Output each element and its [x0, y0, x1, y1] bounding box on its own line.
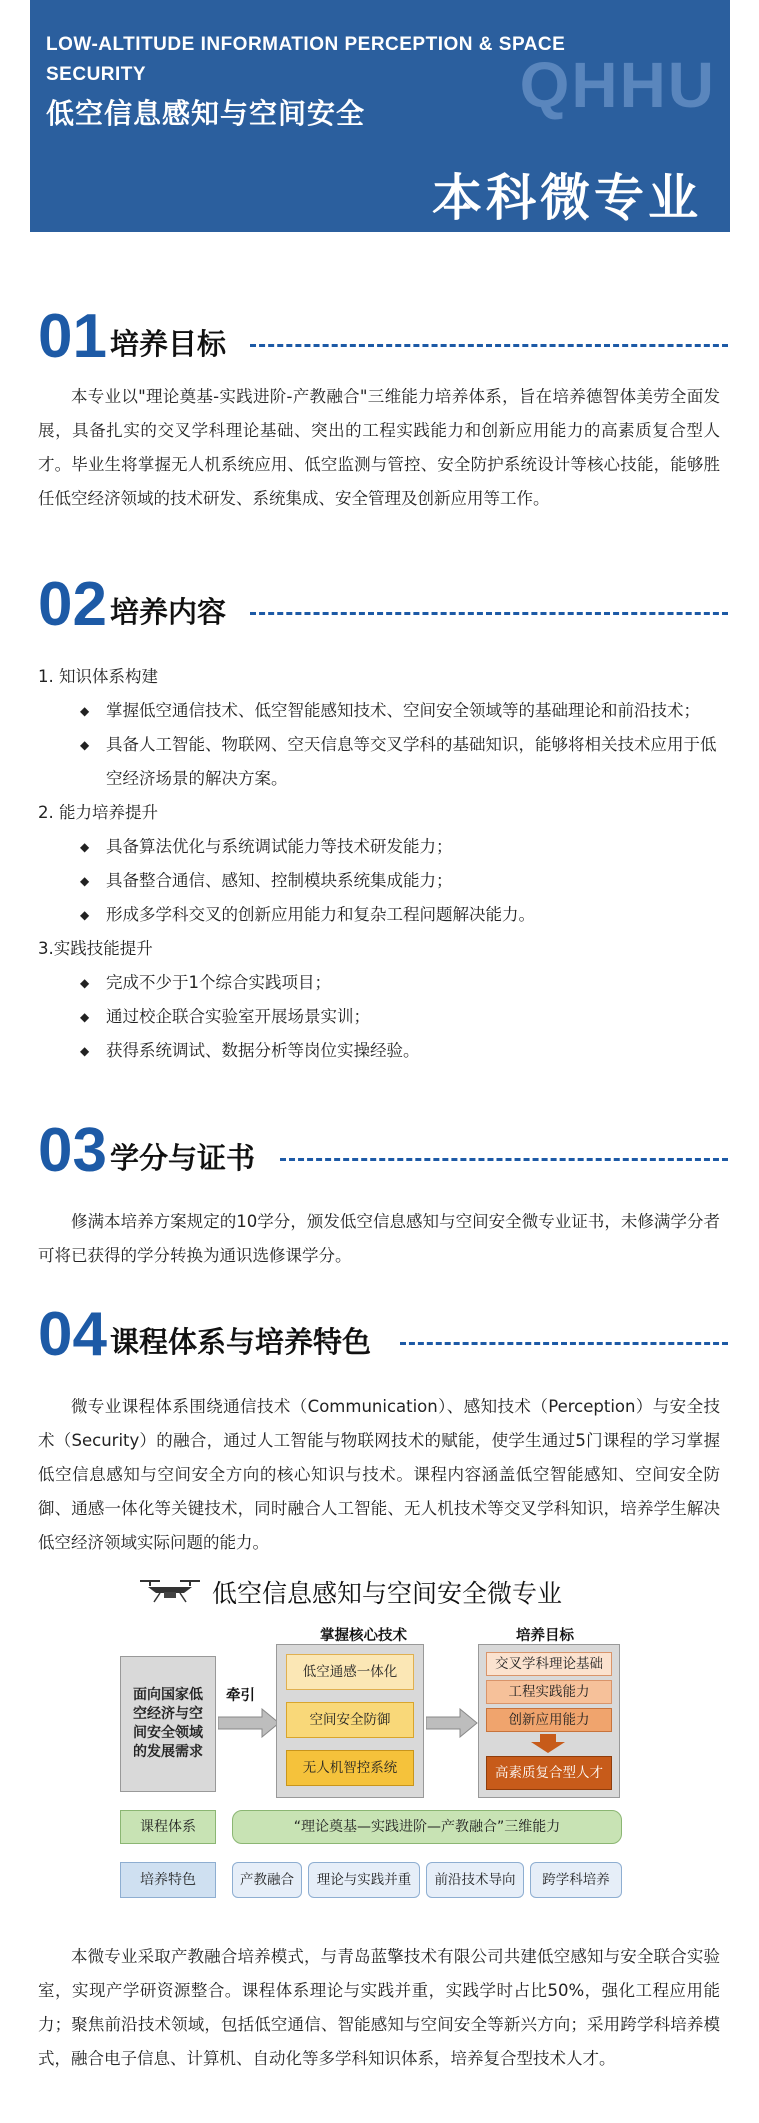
diagram-title-row — [138, 1570, 658, 1610]
lead-arrow-icon — [218, 1708, 280, 1738]
list-heading: 3.实践技能提升 — [38, 939, 153, 958]
section-title: 培养内容 — [110, 595, 227, 629]
list-item: ◆ 获得系统调试、数据分析等岗位实操经验。 — [38, 1034, 720, 1068]
bullet-icon: ◆ — [80, 908, 90, 922]
curriculum-intro-text: 微专业课程体系围绕通信技术（Communication）、感知技术（Perception）与安全技术（Security）的融合，通过人工智能与物联网技术的赋能，使学生通过5门课程的学习掌握低空信息感知与空间安全方向的核心知识与技术。课程内容涵盖低空智能感知、空间安全防御、通感一体化等关键技术，同时融合人工智能、无人机技术等交叉学科知识，培养学生解决低空经济领域实际问题的能力。 — [38, 1397, 720, 1552]
section-divider — [400, 1342, 728, 1345]
section-title: 课程体系与培养特色 — [110, 1325, 372, 1359]
section-divider — [250, 612, 728, 615]
goal-label: 培养目标 — [516, 1628, 574, 1644]
feature-item: 前沿技术导向 — [426, 1862, 524, 1898]
core-tech-item: 无人机智控系统 — [286, 1750, 414, 1786]
curriculum-banner: “理论奠基—实践进阶—产教融合”三维能力 — [232, 1810, 622, 1844]
section-title: 学分与证书 — [110, 1141, 256, 1175]
drone-icon — [138, 1576, 202, 1604]
bullet-icon: ◆ — [80, 874, 90, 888]
feature-item: 跨学科培养 — [530, 1862, 622, 1898]
core-tech-item: 空间安全防御 — [286, 1702, 414, 1738]
list-item: ◆ 掌握低空通信技术、低空智能感知技术、空间安全领域等的基础理论和前沿技术； — [38, 694, 720, 728]
down-arrow-icon — [530, 1734, 566, 1754]
flow-arrow-icon — [426, 1708, 478, 1738]
training-goal-text: 本专业以"理论奠基-实践进阶-产教融合"三维能力培养体系，旨在培养德智体美劳全面发展，具备扎实的交叉学科理论基础、突出的工程实践能力和创新应用能力的高素质复合型人才。毕业生将掌握无人机系统应用、低空监测与管控、安全防护系统设计等核心技能，能够胜任低空经济领域的技术研发、系统集成、安全管理及创新应用等工作。 — [38, 387, 720, 508]
goal-result: 高素质复合型人才 — [486, 1756, 612, 1790]
bullet-icon: ◆ — [80, 1044, 90, 1058]
curriculum-label: 课程体系 — [120, 1810, 216, 1844]
bullet-icon: ◆ — [80, 976, 90, 990]
section-number: 04 — [38, 1300, 107, 1369]
chinese-title: 低空信息感知与空间安全 — [46, 97, 366, 130]
list-heading: 2. 能力培养提升 — [38, 803, 158, 822]
feature-item: 产教融合 — [232, 1862, 302, 1898]
school-logo: QHHU — [519, 49, 716, 121]
core-tech-label: 掌握核心技术 — [320, 1628, 407, 1644]
bullet-icon: ◆ — [80, 738, 90, 752]
list-item: ◆ 具备算法优化与系统调试能力等技术研发能力； — [38, 830, 720, 864]
list-item: ◆ 完成不少于1个综合实践项目； — [38, 966, 720, 1000]
section-number: 02 — [38, 570, 107, 639]
header-banner — [30, 0, 730, 232]
lead-label: 牵引 — [226, 1688, 255, 1704]
section-header-02 — [38, 570, 728, 640]
list-heading: 1. 知识体系构建 — [38, 667, 158, 686]
section-header-04 — [38, 1300, 728, 1370]
feature-label: 培养特色 — [120, 1862, 216, 1898]
section-number: 03 — [38, 1116, 107, 1185]
major-type-label: 本科微专业 — [432, 169, 702, 227]
bullet-icon: ◆ — [80, 1010, 90, 1024]
goal-item: 创新应用能力 — [486, 1708, 612, 1732]
diagram-title: 低空信息感知与空间安全微专业 — [212, 1579, 563, 1608]
training-mode-text: 本微专业采取产教融合培养模式，与青岛蓝擎技术有限公司共建低空感知与安全联合实验室，实现产学研资源整合。课程体系理论与实践并重，实践学时占比50%，强化工程应用能力；聚焦前沿技术领域，包括低空通信、智能感知与空间安全等新兴方向；采用跨学科培养模式，融合电子信息、计算机、自动化等多学科知识体系，培养复合型技术人才。 — [38, 1947, 720, 2068]
section-divider — [250, 344, 728, 347]
goal-item: 工程实践能力 — [486, 1680, 612, 1704]
curriculum-diagram — [120, 1570, 660, 1930]
demand-box: 面向国家低空经济与空间安全领域的发展需求 — [120, 1656, 216, 1792]
feature-item: 理论与实践并重 — [308, 1862, 420, 1898]
bullet-icon: ◆ — [80, 704, 90, 718]
list-item: ◆ 通过校企联合实验室开展场景实训； — [38, 1000, 720, 1034]
credit-certificate-text: 修满本培养方案规定的10学分，颁发低空信息感知与空间安全微专业证书，未修满学分者可将已获得的学分转换为通识选修课学分。 — [38, 1212, 720, 1265]
list-item: ◆ 具备人工智能、物联网、空天信息等交叉学科的基础知识，能够将相关技术应用于低空经济场景的解决方案。 — [38, 728, 720, 796]
list-item: ◆ 形成多学科交叉的创新应用能力和复杂工程问题解决能力。 — [38, 898, 720, 932]
core-tech-item: 低空通感一体化 — [286, 1654, 414, 1690]
section-title: 培养目标 — [110, 327, 227, 361]
training-content-list — [38, 660, 720, 1068]
section-number: 01 — [38, 302, 107, 371]
bullet-icon: ◆ — [80, 840, 90, 854]
goal-item: 交叉学科理论基础 — [486, 1652, 612, 1676]
english-title: LOW-ALTITUDE INFORMATION PERCEPTION & SPACE SECURITY — [46, 34, 566, 85]
section-header-03 — [38, 1116, 728, 1186]
list-item: ◆ 具备整合通信、感知、控制模块系统集成能力； — [38, 864, 720, 898]
section-divider — [280, 1158, 728, 1161]
section-header-01 — [38, 302, 728, 372]
